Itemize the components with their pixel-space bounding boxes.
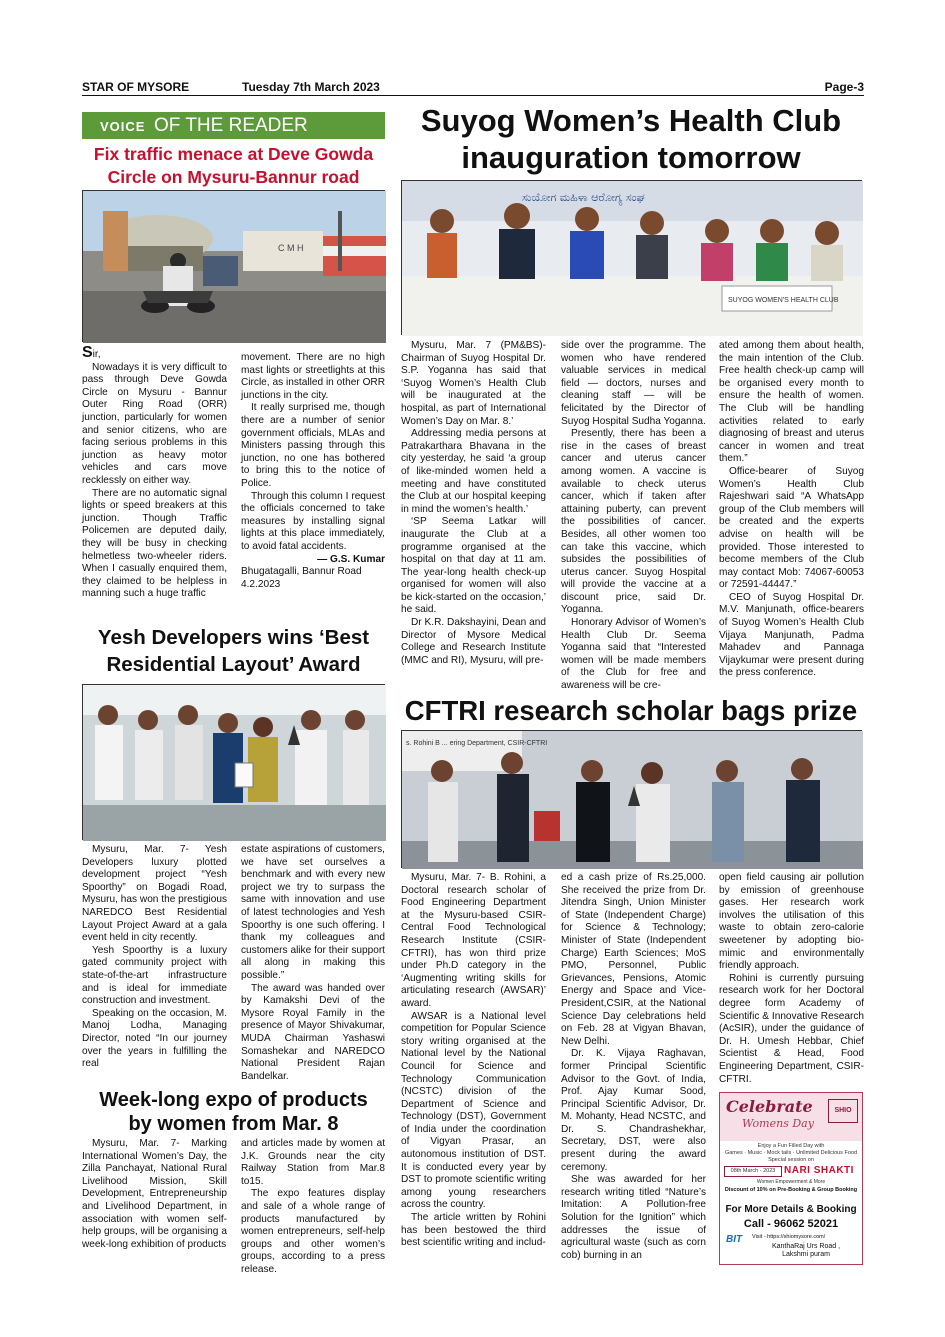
voice-tag: VOICE	[100, 119, 146, 134]
yesh-award-photo	[82, 684, 385, 840]
voice-address: Bhugatagalli, Bannur Road	[241, 566, 362, 578]
voice-paragraph: movement. There are no high mast lights or streetlights at this Circle, as installed in other ORR junctions in the city.	[241, 352, 385, 401]
truck-sign-text: C M H	[278, 243, 304, 253]
suyog-paragraph: Office-bearer of Suyog Women’s Health Club Rajeshwari said “A WhatsApp group of the Club members will be created and the experts advise on health will be provided. Those interested to become members of the Club may contact Mob: 74067-60053 or 72591-44447.”	[719, 465, 864, 591]
suyog-headline-line1: Suyog Women’s Health Club	[420, 103, 842, 138]
yesh-headline	[82, 624, 385, 678]
cftri-headline: CFTRI research scholar bags prize	[404, 695, 858, 726]
salutation	[82, 344, 227, 362]
ad-logo: BIT	[726, 1234, 743, 1245]
yesh-paragraph: Yesh Spoorthy is a luxury gated community project with state-of-the-art infrastructure and is ideal for immediate construction and investment.	[82, 944, 227, 1007]
ad-subtitle: Womens Day	[742, 1117, 814, 1130]
suyog-photo	[401, 180, 862, 335]
ad-discount: Discount of 10% on Pre-Booking & Group Booking	[724, 1187, 858, 1193]
cftri-paragraph: ed a cash prize of Rs.25,000. She received the prize from Dr. Jitendra Singh, Union Minister of State (Independent Charge) for Science & Technology; Minister of State (Independent Charge) Earth Sciences; MoS PMO, Personnel, Public Grievances, Pensions, Atomic Energy and Space and Vice-President,CSIR, at the National Science Day celebrations held on Feb. 28 at Vigyan Bhavan, New Delhi.	[561, 872, 706, 1047]
suyog-board-text: SUYOG WOMEN'S HEALTH CLUB	[728, 297, 839, 304]
ad-event-sub: Women Empowerment & More	[756, 1179, 826, 1185]
cftri-award-photo	[401, 730, 862, 868]
traffic-photo-image	[83, 191, 386, 343]
masthead	[82, 78, 864, 96]
expo-headline	[82, 1088, 385, 1136]
cftri-award-photo-image	[402, 731, 863, 869]
yesh-paragraph: estate aspirations of customers, we have set ourselves a benchmark and with every new project we try to surpass the same with innovation and use of latest technologies and Yesh Spoorthy is one such offering. I thank my colleagues and customers alike for their support all along in making this possible.”	[241, 844, 385, 981]
expo-headline-line1: Week-long expo of products	[99, 1089, 368, 1111]
page-number: Page-3	[824, 80, 864, 94]
yesh-award-photo-image	[83, 685, 386, 841]
voice-paragraph: It really surprised me, though there are a number of senior government officials, MLAs and Ministers passing through this junction, no one has bothered to bring this to the notice of Police.	[241, 402, 385, 489]
suyog-photo-image	[402, 181, 863, 336]
suyog-paragraph: CEO of Suyog Hospital Dr. M.V. Manjunath, office-bearers of Suyog Women’s Health Club Vijaya Manjunath, Padma Mahadev and Pannaga Vijaykumar were present during the press conference.	[719, 591, 864, 679]
suyog-paragraph: Dr K.R. Dakshayini, Dean and Director of Mysore Medical College and Research Institute (MMC and RI), Mysuru, will pre-	[401, 617, 546, 666]
womens-day-ad[interactable]	[719, 1092, 863, 1265]
cftri-column-1	[401, 872, 546, 1267]
ad-line: Enjoy a Fun Filled Day with	[757, 1143, 825, 1149]
yesh-headline-line1: Yesh Developers wins ‘Best	[97, 626, 370, 649]
ad-brand-badge: SHIO	[828, 1099, 858, 1123]
ad-title: Celebrate	[726, 1097, 813, 1116]
ad-phone[interactable]: Call - 96062 52021	[743, 1218, 839, 1230]
cftri-paragraph: open field causing air pollution by emission of greenhouse gases. Her research work involves the utilisation of this waste to obtain zero-calorie sweetener by adopting bio-mimic and environmentally friendly approach.	[719, 872, 864, 972]
expo-lead: Mysuru, Mar. 7- Marking International Women’s Day, the Zilla Panchayat, National Rural Livelihood Mission, Skill Development, Entrepreneurship and Livelihood Department, in association with women self-help groups, will be organising a week-long exhibition of products	[82, 1138, 227, 1250]
yesh-headline-line2: Residential Layout’ Award	[106, 653, 361, 676]
expo-paragraph: The expo features display and sale of a whole range of products manufactured by women entrepreneurs, self-help groups and other women’s groups, according to a press release.	[241, 1188, 385, 1275]
expo-paragraph: and articles made by women at J.K. Grounds near the city Railway Station from Mar.8 to15.	[241, 1138, 385, 1187]
suyog-paragraph: Addressing media persons at Patrakarthara Bhavana in the city yesterday, he said ‘a group of like-minded women held a meeting and have constituted the Club at our hospital keeping in mind the women’s health.’	[401, 428, 546, 515]
suyog-column-3	[719, 340, 864, 690]
suyog-column-1	[401, 340, 546, 690]
cftri-column-2	[561, 872, 706, 1267]
ad-line: Games · Music · Mock tails · Unlimited Delicious Food	[724, 1150, 858, 1156]
suyog-paragraph: side over the programme. The women who have rendered valuable services in medical field — doctors, nurses and cleaning staff — will be felicitated by the Director of Suyog Hospital Sudha Yoganna.	[561, 340, 706, 427]
yesh-column-1	[82, 844, 227, 1084]
ad-line: Special session on	[768, 1157, 814, 1163]
cftri-board-text: s. Rohini B ... ering Department, CSIR-CFTRI	[406, 740, 548, 747]
suyog-headline-line2: inauguration tomorrow	[461, 140, 801, 175]
voice-paragraph: Nowadays it is very difficult to pass through Deve Gowda Circle on Mysuru - Bannur Outer Ring Road (ORR) junction, particularly for women and senior citizens, who are facing serious problems in this junction as heavy motor vehicles and cars move recklessly on either way.	[82, 361, 227, 486]
voice-of-reader-banner	[82, 112, 385, 139]
ad-address: KanthaRaj Urs Road ,	[771, 1243, 841, 1250]
yesh-lead: Mysuru, Mar. 7- Yesh Developers luxury plotted development project “Yesh Spoorthy” on Bogadi Road, Mysuru, has won the prestigious NAREDCO Best Residential Layout Project Award at a gala event held in city recently.	[82, 844, 227, 944]
suyog-paragraph: ated among them about health, the main intention of the Club. Free health check-up camp will be organised every month to ensure the health of women. The Club will be handling activities related to early diagnosing of breast and uterus cancer in women and treat them.”	[719, 340, 864, 465]
voice-column-1	[82, 344, 227, 617]
yesh-paragraph: Speaking on the occasion, M. Manoj Lodha, Managing Director, noted “In our journey over the years in fulfilling the real	[82, 1007, 227, 1070]
yesh-column-2	[241, 844, 385, 1084]
cftri-paragraph: The article written by Rohini has been bestowed the third best scientific writing and includ-	[401, 1212, 546, 1249]
suyog-banner-text: ಸುಯೋಗ ಮಹಿಳಾ ಆರೋಗ್ಯ ಸಂಘ	[522, 191, 645, 204]
voice-signature: — G.S. Kumar	[317, 553, 385, 565]
suyog-paragraph: Presently, there has been a rise in the cases of breast cancer and uterus cancer among women. A vaccine is available to check uterus cancer, which if taken after attaining puberty, can prevent the possibilities of cancer. Besides, all other women too can take this vaccine, which subsides the possibilities of uterus cancer. Suyog Hospital will provide the vaccine at a discount price, said Dr. Yoganna.	[561, 428, 706, 616]
voice-column-2	[241, 352, 385, 620]
voice-tag-rest: OF THE READER	[154, 115, 308, 136]
yesh-paragraph: The award was handed over by Kamakshi Devi of the Mysore Royal Family in the presence of Mayor Shivakumar, MUDA Chairman Yashaswi Somashekar and NAREDCO National President Rajan Bandelkar.	[241, 982, 385, 1082]
cftri-paragraph: AWSAR is a National level competition for Popular Science story writing organised at the National level by the National Council for Science and Technology Communication (NCSTC) division of the Department of Science and Technology (DST), Government of India under the coordination of Vigyan Prasar, an autonomous institution of DST. It is conducted every year by DST to promote scientific writing among young researchers across the country.	[401, 1010, 546, 1211]
cftri-column-3	[719, 872, 864, 1084]
ad-date-box: 08th March - 2023	[724, 1166, 782, 1177]
expo-headline-line2: by women from Mar. 8	[128, 1113, 339, 1135]
salutation-rest: ir,	[92, 349, 101, 360]
suyog-paragraph: ‘SP Seema Latkar will inaugurate the Club at a programme organised at the hospital on that day at 11 am. The year-long health check-up organised for women will also be kick-started on the occasion,’ he said.	[401, 516, 546, 616]
paper-name: STAR OF MYSORE	[82, 80, 190, 94]
expo-column-1	[82, 1138, 227, 1268]
expo-column-2	[241, 1138, 385, 1275]
ad-visit-link[interactable]: Visit - https://shiomysore.com/	[752, 1234, 826, 1240]
voice-address-date: 4.2.2023	[241, 578, 281, 590]
issue-date: Tuesday 7th March 2023	[242, 80, 380, 94]
salutation-dropcap: S	[82, 344, 93, 361]
suyog-paragraph: Honorary Advisor of Women’s Health Club Dr. Seema Yoganna said that “Interested women will be made members of the Club for free and awareness will be cre-	[561, 617, 706, 692]
ad-event-name: NARI SHAKTI	[784, 1165, 854, 1176]
voice-headline: Fix traffic menace at Deve Gowda Circle on Mysuru-Bannur road	[93, 144, 374, 187]
cftri-paragraph: Dr. K. Vijaya Raghavan, former Principal Scientific Advisor to the Govt. of India, Prof. Ajay Kumar Sood, Principal Scientific Advisor, Dr. M. Mohanty, Head NCSTC, and Dr. S. Chandrashekhar, Secretary, DST, were also present during the award ceremony.	[561, 1048, 706, 1173]
suyog-lead: Mysuru, Mar. 7 (PM&BS)- Chairman of Suyog Hospital Dr. S.P. Yoganna has said that ‘Suyog Women’s Health Club will be inaugurated at the hospital, as part of International Women’s Day on Mar. 8.’	[401, 340, 546, 427]
ad-cta: For More Details & Booking	[725, 1204, 857, 1215]
voice-paragraph: There are no automatic signal lights or speed breakers at this junction. Though Traffic Policemen are deputed daily, they will be busy in checking helmetless two-wheeler riders. When I casually enquired them, they claimed to be helpless in manning such a huge traffic	[82, 487, 227, 600]
cftri-paragraph: Rohini is currently pursuing research work for her Doctoral degree form Academy of Scientific & Innovative Research (AcSIR), under the guidance of Dr. H. Umesh Hebbar, Chief Scientist & Head, Food Engineering Department, CSIR-CFTRI.	[719, 972, 864, 1085]
ad-address: Lakshmi puram	[782, 1251, 830, 1258]
suyog-column-2	[561, 340, 706, 690]
cftri-lead: Mysuru, Mar. 7- B. Rohini, a Doctoral research scholar of Food Engineering Department at the Mysuru-based CSIR-Central Food Technological Research Institute (CSIR-CFTRI), has won third prize under Ph.D category in the ‘Augmenting writing skills for articulating research (AWSAR)’ award.	[401, 872, 546, 1009]
traffic-photo	[82, 190, 385, 342]
suyog-headline	[398, 102, 864, 176]
cftri-paragraph: She was awarded for her research writing titled “Nature’s Imitation: A Pollution-free Solution for the Ignition” which addresses the issue of agricultural waste (such as corn cob) burning in an	[561, 1174, 706, 1261]
voice-paragraph: Through this column I request the officials concerned to take measures by installing signal lights at this place immediately, to avoid fatal accidents.	[241, 490, 385, 552]
